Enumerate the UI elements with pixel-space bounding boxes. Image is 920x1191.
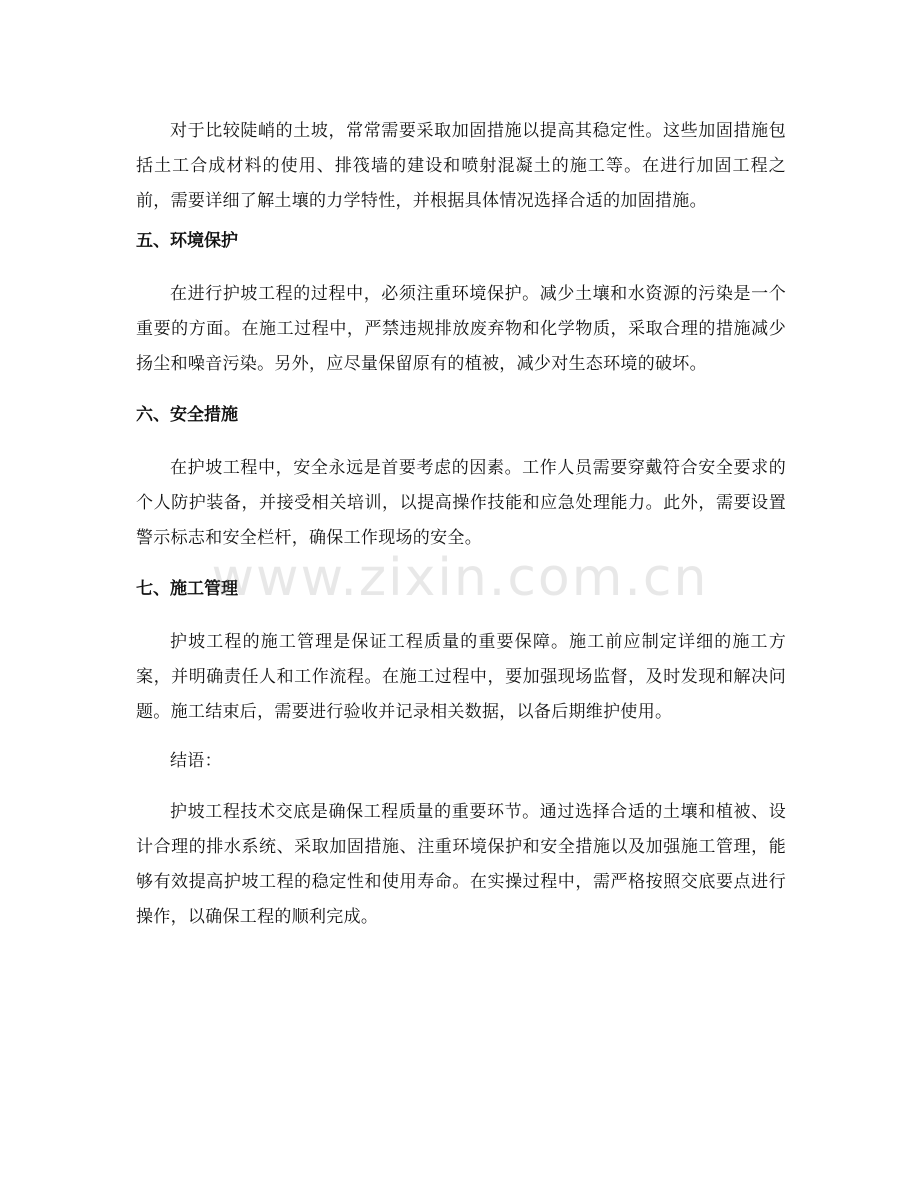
paragraph-reinforcement: 对于比较陡峭的土坡，常常需要采取加固措施以提高其稳定性。这些加固措施包括土工合成材料的使用、排筏墙的建设和喷射混凝土的施工等。在进行加固工程之前，需要详细了解土壤的力学特性，并根据具体情况选择合适的加固措施。: [136, 121, 786, 211]
conclusion-label: 结语：: [170, 751, 222, 771]
paragraph-conclusion: 护坡工程技术交底是确保工程质量的重要环节。通过选择合适的土壤和植被、设计合理的排水系统、采取加固措施、注重环境保护和安全措施以及加强施工管理，能够有效提高护坡工程的稳定性和使用寿命。在实操过程中，需严格按照交底要点进行操作，以确保工程的顺利完成。: [136, 802, 786, 927]
section-heading-safety: 六、安全措施: [136, 405, 238, 425]
paragraph-construction-management: 护坡工程的施工管理是保证工程质量的重要保障。施工前应制定详细的施工方案，并明确责任人和工作流程。在施工过程中，要加强现场监督，及时发现和解决问题。施工结束后，需要进行验收并记录相关数据，以备后期维护使用。: [136, 632, 786, 722]
paragraph-safety: 在护坡工程中，安全永远是首要考虑的因素。工作人员需要穿戴符合安全要求的个人防护装备，并接受相关培训，以提高操作技能和应急处理能力。此外，需要设置警示标志和安全栏杆，确保工作现场的安全。: [136, 458, 786, 548]
paragraph-environment: 在进行护坡工程的过程中，必须注重环境保护。减少土壤和水资源的污染是一个重要的方面。在施工过程中，严禁违规排放废弃物和化学物质，采取合理的措施减少扬尘和噪音污染。另外，应尽量保留原有的植被，减少对生态环境的破坏。: [136, 284, 786, 374]
section-heading-environment: 五、环境保护: [136, 231, 238, 251]
section-heading-construction-management: 七、施工管理: [136, 579, 238, 599]
watermark: www.zixin.com.cn: [211, 548, 709, 608]
